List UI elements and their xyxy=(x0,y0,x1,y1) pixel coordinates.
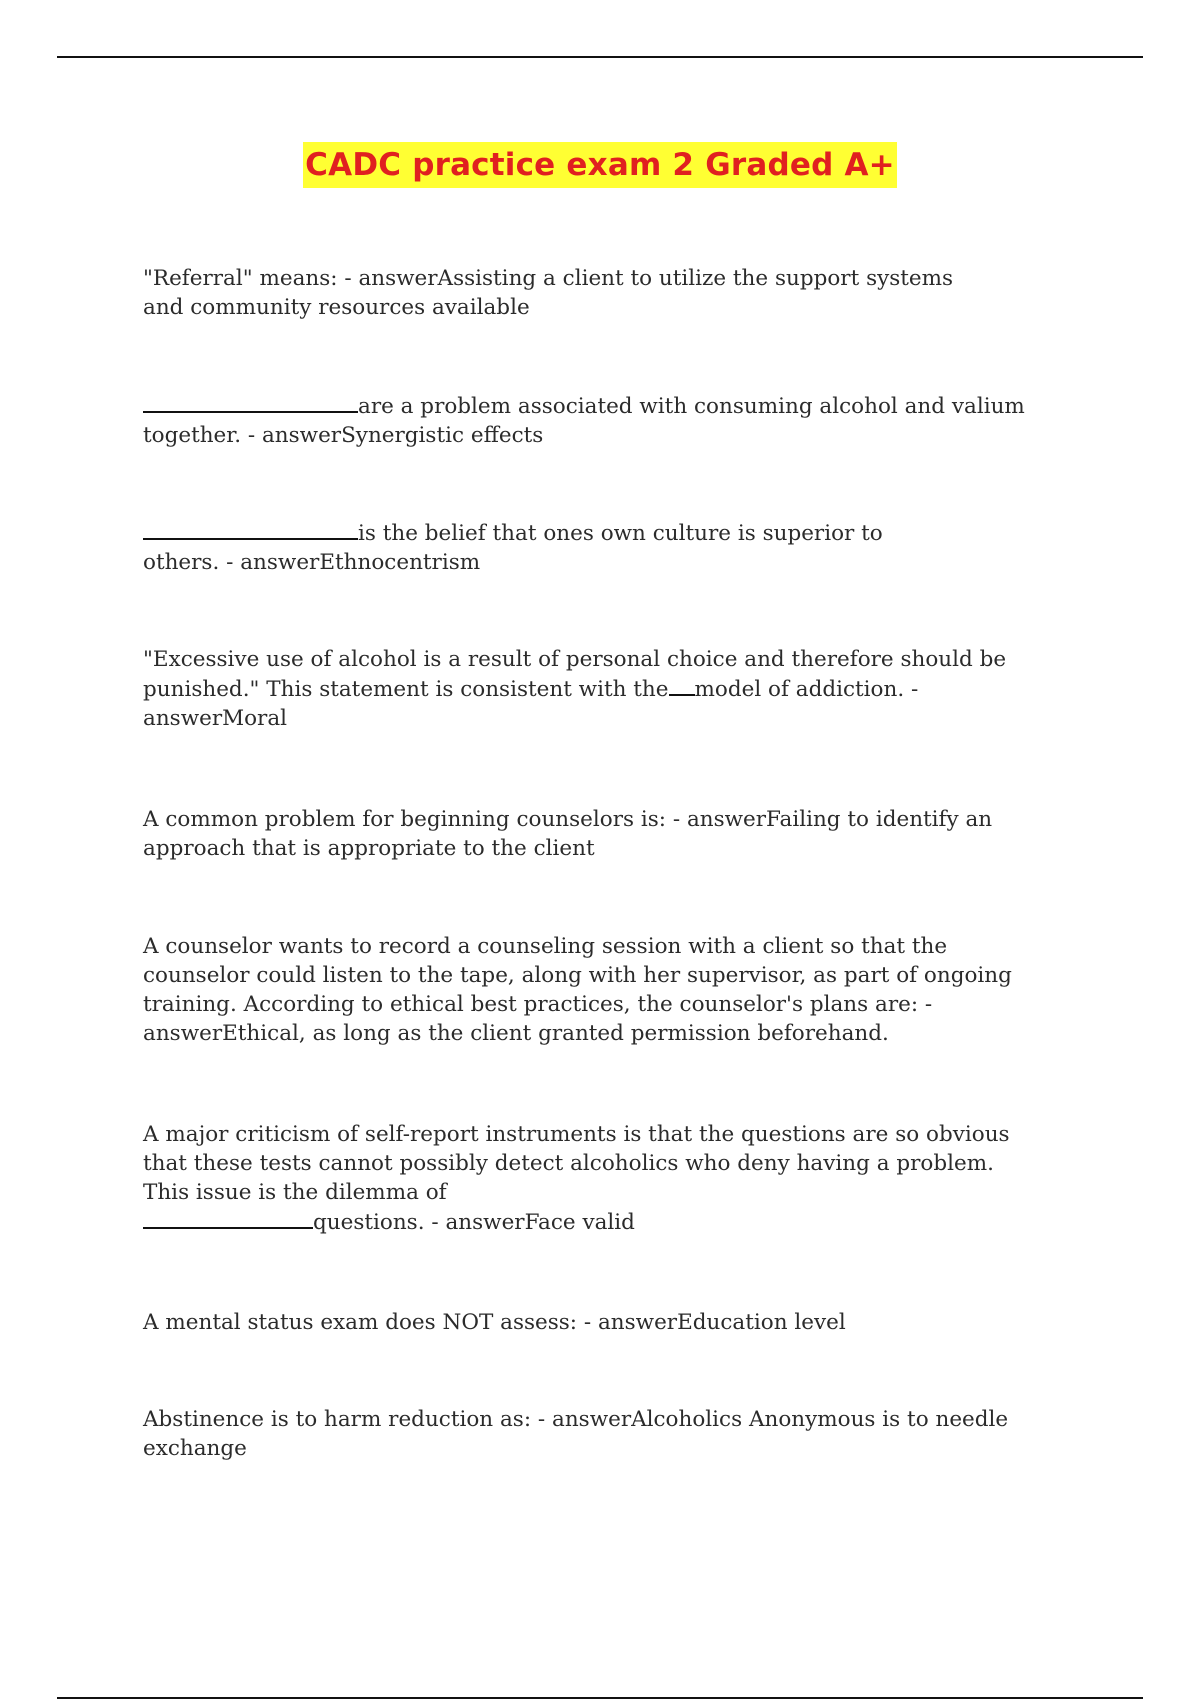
header-rule xyxy=(57,56,1143,58)
fill-in-blank xyxy=(669,674,695,696)
question-text: A counselor wants to record a counseling session with a client so that the xyxy=(143,934,948,959)
question-text: questions. - answerFace valid xyxy=(313,1210,635,1235)
question-text: together. - answerSynergistic effects xyxy=(143,423,544,448)
question-item xyxy=(143,1405,1063,1463)
question-text: answerMoral xyxy=(143,706,288,731)
question-item xyxy=(143,805,1063,863)
question-item xyxy=(143,1308,1063,1337)
fill-in-blank xyxy=(143,1207,313,1229)
question-text: exchange xyxy=(143,1436,247,1461)
question-text: model of addiction. - xyxy=(694,677,919,702)
question-item xyxy=(143,932,1063,1048)
question-text: and community resources available xyxy=(143,295,530,320)
question-text: others. - answerEthnocentrism xyxy=(143,550,481,575)
question-item xyxy=(143,264,1063,322)
question-text: A mental status exam does NOT assess: - answerEducation level xyxy=(143,1310,846,1335)
question-item xyxy=(143,391,1063,450)
question-text: counselor could listen to the tape, along with her supervisor, as part of ongoing xyxy=(143,963,1012,988)
question-text: punished." This statement is consistent with the xyxy=(143,677,669,702)
fill-in-blank xyxy=(143,518,358,540)
question-text: approach that is appropriate to the client xyxy=(143,836,595,861)
question-text: "Referral" means: - answerAssisting a client to utilize the support systems xyxy=(143,266,954,291)
title-container xyxy=(0,142,1200,188)
question-text: A common problem for beginning counselors is: - answerFailing to identify an xyxy=(143,807,993,832)
question-item xyxy=(143,518,1063,577)
footer-rule xyxy=(57,1697,1143,1699)
question-text: "Excessive use of alcohol is a result of personal choice and therefore should be xyxy=(143,647,1007,672)
question-text: training. According to ethical best practices, the counselor's plans are: - xyxy=(143,992,933,1017)
question-text: are a problem associated with consuming alcohol and valium xyxy=(358,394,1025,419)
question-item xyxy=(143,645,1063,733)
document-title: CADC practice exam 2 Graded A+ xyxy=(303,142,897,188)
question-text: that these tests cannot possibly detect alcoholics who deny having a problem. xyxy=(143,1151,994,1176)
question-text: This issue is the dilemma of xyxy=(143,1180,447,1205)
question-text: is the belief that ones own culture is superior to xyxy=(358,521,883,546)
question-text: A major criticism of self-report instruments is that the questions are so obvious xyxy=(143,1122,1010,1147)
question-item xyxy=(143,1120,1063,1237)
question-text: answerEthical, as long as the client granted permission beforehand. xyxy=(143,1021,889,1046)
question-text: Abstinence is to harm reduction as: - answerAlcoholics Anonymous is to needle xyxy=(143,1407,1009,1432)
fill-in-blank xyxy=(143,391,358,413)
